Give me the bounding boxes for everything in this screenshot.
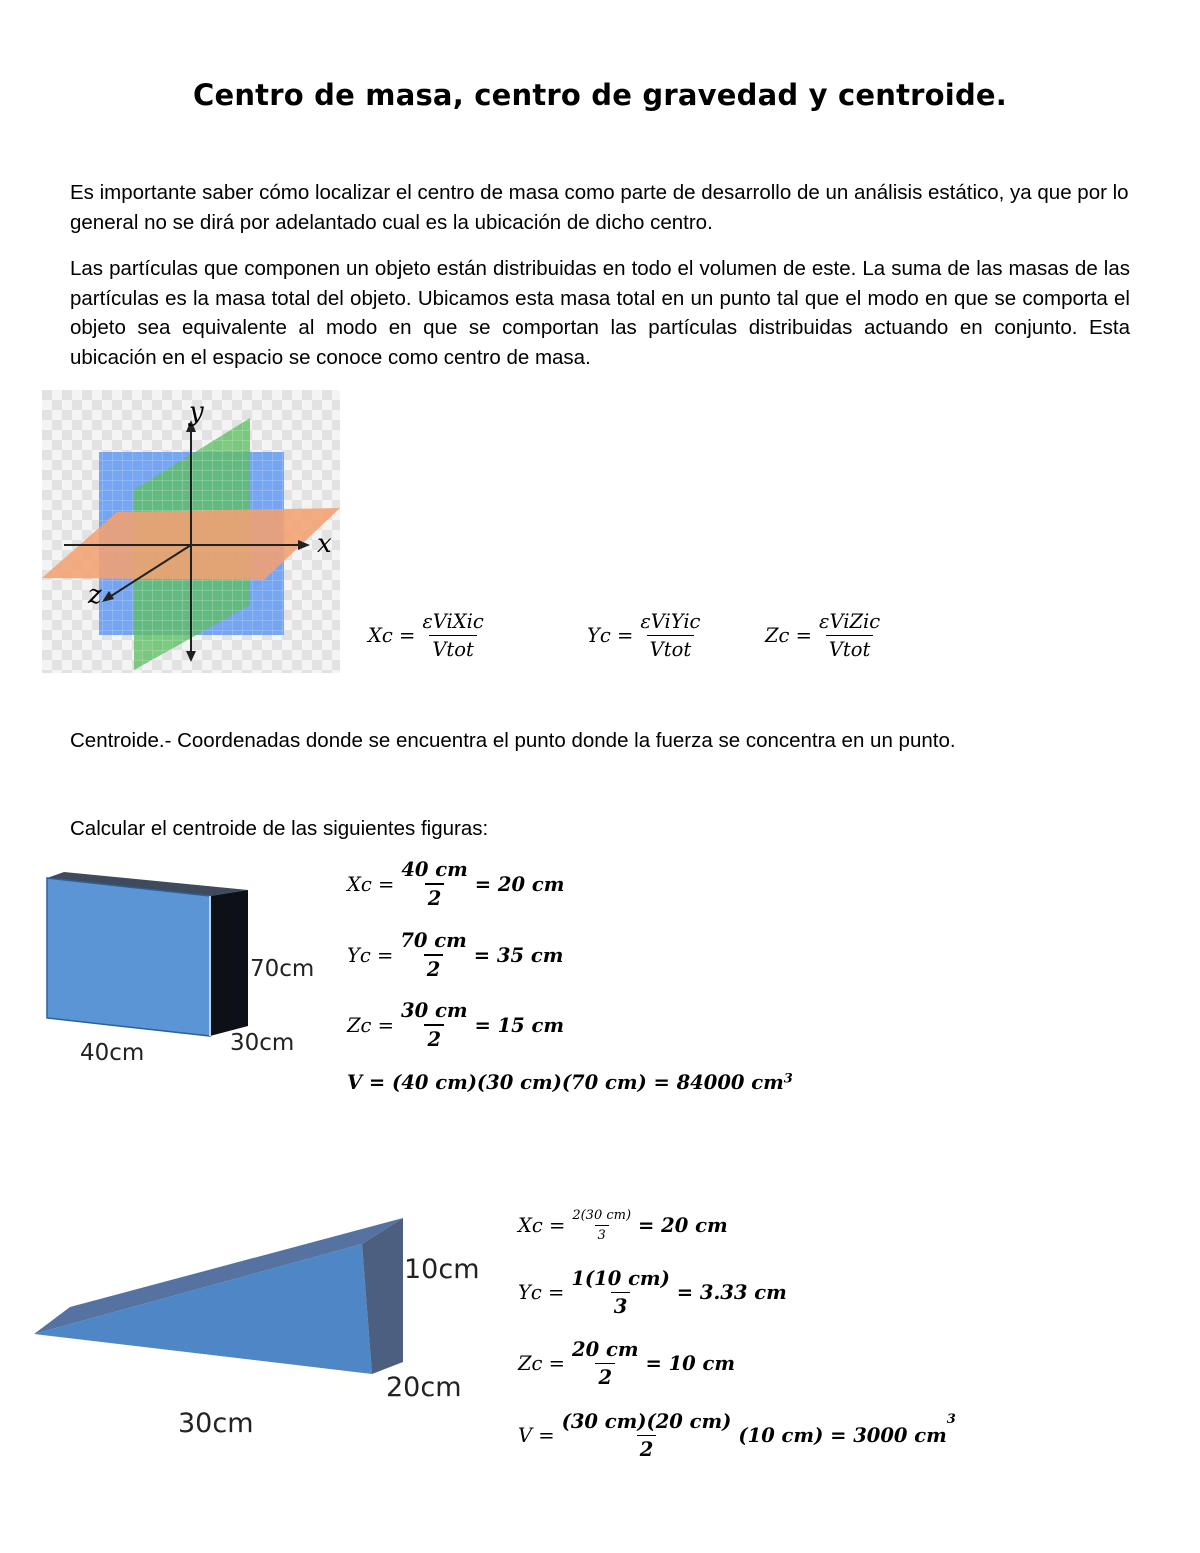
box-volume: V = (40 cm)(30 cm)(70 cm) = 84000 $cm^3$	[347, 1071, 793, 1094]
box-depth-label: 30cm	[230, 1030, 295, 1056]
wedge-eq-xc: Xc = $\frac{2(30 cm)}{3}$ = 20 cm	[518, 1208, 728, 1243]
box-width-label: 40cm	[80, 1040, 145, 1066]
wedge-depth-label: 20cm	[386, 1372, 462, 1403]
formula-xc: Xc = $\frac{\text{εViXic}}{\text{Vtot}}$	[368, 610, 484, 661]
formula-zc: Zc = $\frac{\text{εViZic}}{\text{Vtot}}$	[765, 610, 881, 661]
box-eq-yc: Yc = $\frac{70 cm}{2}$ = 35 cm	[347, 929, 564, 981]
axes-planes-figure	[42, 390, 340, 673]
x-axis-label: x	[317, 529, 332, 559]
y-axis-label: y	[189, 397, 204, 427]
box-height-label: 70cm	[250, 956, 315, 982]
page-title: Centro de masa, centro de gravedad y centroide.	[192, 78, 1007, 112]
wedge-length-label: 30cm	[178, 1408, 254, 1439]
wedge-eq-yc: Yc = $\frac{1(10 cm)}{3}$ = 3.33 cm	[518, 1267, 787, 1318]
wedge-eq-zc: Zc = $\frac{20 cm}{2}$ = 10 cm	[518, 1338, 736, 1389]
wedge-height-label: 10cm	[404, 1254, 480, 1285]
wedge-volume: V = $\frac{(30 cm)(20 cm)}{2}$ (10 cm) = 3000 cm $^3$	[518, 1410, 956, 1461]
box-eq-zc: Zc = $\frac{30 cm}{2}$ = 15 cm	[347, 999, 565, 1051]
box-front-face	[47, 878, 210, 1036]
z-axis-label: z	[88, 580, 102, 610]
calc-heading: Calcular el centroide de las siguientes figuras:	[70, 817, 489, 840]
box-side-face	[210, 890, 248, 1036]
wedge-figure	[30, 1212, 490, 1447]
centroid-definition: Centroide.- Coordenadas donde se encuentra el punto donde la fuerza se concentra en un punto.	[70, 729, 956, 752]
particles-paragraph: Las partículas que componen un objeto están distribuidas en todo el volumen de este. La suma de las masas de las partículas es la masa total del objeto. Ubicamos esta masa total en un punto tal que el modo en que se comporta el objeto sea equivalente al modo en que se comportan las partículas distribuidas actuando en conjunto. Esta ubicación en el espacio se conoce como centro de masa.	[70, 257, 1130, 369]
box-eq-xc: Xc = $\frac{40 cm}{2}$ = 20 cm	[347, 858, 565, 910]
box-figure	[42, 868, 332, 1073]
formula-yc: Yc = $\frac{\text{εViYic}}{\text{Vtot}}$	[587, 610, 701, 661]
intro-paragraph: Es importante saber cómo localizar el centro de masa como parte de desarrollo de un análisis estático, ya que por lo general no se dirá por adelantado cual es la ubicación de dicho centro.	[70, 181, 1129, 234]
